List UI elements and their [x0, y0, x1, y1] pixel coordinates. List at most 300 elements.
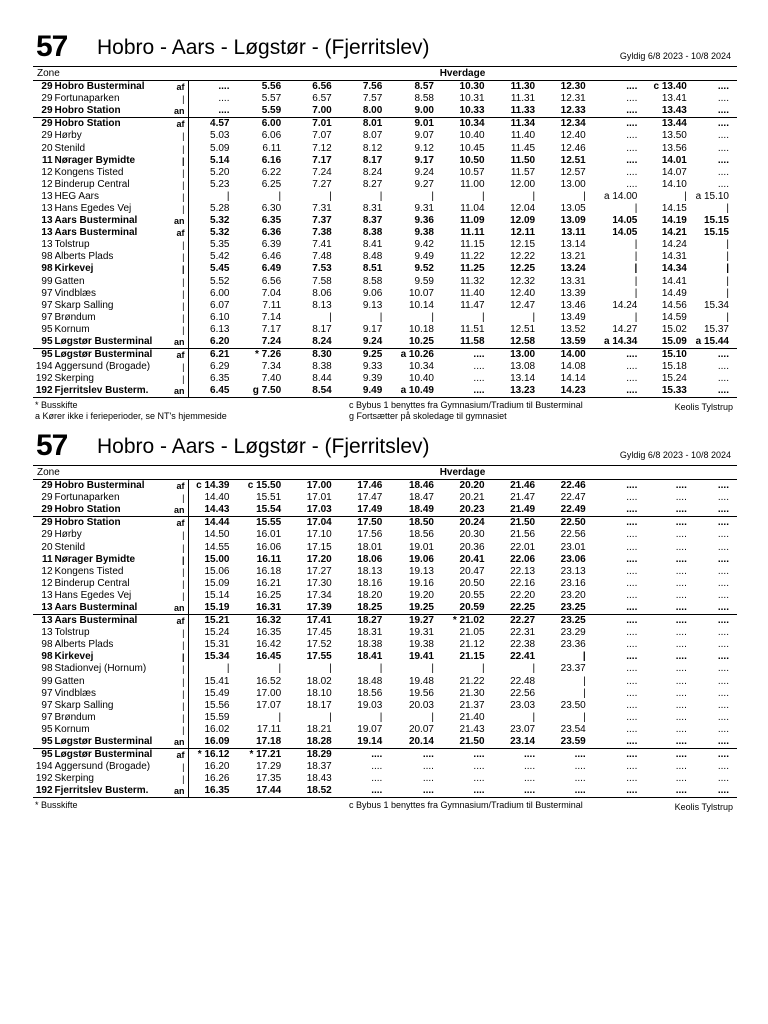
departure-time: ....: [675, 541, 687, 553]
arrival-departure-mark: an: [171, 105, 188, 118]
departure-time: ....: [626, 761, 638, 773]
departure-time: 10.50: [459, 154, 485, 166]
departure-time: |: [431, 711, 434, 723]
zone-number: 12: [41, 166, 53, 178]
stop-name: Løgstør Busterminal: [54, 736, 153, 748]
arrival-departure-mark: |: [171, 554, 188, 566]
departure-time: 11.34: [493, 118, 544, 131]
departure-time: 14.49: [661, 287, 687, 299]
departure-time: 22.46: [560, 480, 586, 492]
departure-time: 16.25: [256, 589, 282, 601]
departure-time: 11.11: [460, 227, 485, 239]
departure-time: ....: [626, 627, 638, 639]
departure-time: 19.20: [408, 589, 434, 601]
table-row: [33, 627, 737, 639]
departure-time: 14.40: [204, 492, 230, 504]
table-row: [33, 602, 737, 615]
stop-name: Kirkevej: [54, 651, 94, 663]
arrival-departure-mark: |: [171, 676, 188, 688]
stop-name: Hobro Station: [55, 517, 171, 530]
zone-number: 95: [41, 336, 53, 348]
departure-time: ....: [594, 349, 646, 362]
departure-time: 20.55: [459, 589, 485, 601]
departure-time: ....: [422, 761, 434, 773]
departure-time: 11.04: [460, 202, 485, 214]
departure-time: 9.13: [362, 299, 383, 311]
stop-name: Kongens Tisted: [54, 565, 124, 577]
departure-time: 16.21: [256, 577, 282, 589]
arrival-departure-mark: |: [171, 578, 188, 590]
departure-time: 17.39: [306, 601, 332, 613]
departure-time: 16.20: [204, 761, 230, 773]
departure-time: 8.38: [362, 227, 383, 239]
departure-time: 22.48: [510, 675, 536, 687]
zone-number: 97: [41, 699, 53, 711]
zone-number: 29: [41, 105, 53, 117]
zone-number: 13: [41, 227, 53, 239]
departure-time: ....: [626, 699, 638, 711]
departure-time: ....: [340, 749, 391, 762]
departure-time: 6.00: [210, 287, 230, 299]
zone-number: 194: [35, 361, 53, 373]
departure-time: 21.49: [510, 504, 536, 516]
departure-time: ....: [626, 687, 638, 699]
departure-time: 15.37: [703, 323, 729, 335]
departure-time: 21.43: [459, 723, 485, 735]
departure-time: a 15.44: [695, 336, 729, 348]
operator-name: Keolis Tylstrup: [674, 402, 733, 413]
departure-time: ....: [675, 589, 687, 601]
departure-time: 12.00: [510, 178, 536, 190]
table-row: [33, 492, 737, 504]
departure-time: 17.27: [306, 565, 332, 577]
departure-time: ....: [594, 517, 646, 530]
departure-time: 18.25: [357, 601, 383, 613]
departure-time: 15.51: [256, 492, 282, 504]
departure-time: 15.02: [661, 323, 687, 335]
departure-time: 10.30: [459, 81, 485, 93]
zone-number: 97: [41, 311, 53, 323]
departure-time: ....: [626, 675, 638, 687]
zone-number: 29: [33, 517, 55, 530]
departure-time: ....: [675, 687, 687, 699]
departure-time: 7.11: [262, 299, 282, 311]
stop-name: Stadionvej (Hornum): [54, 663, 147, 675]
arrival-departure-mark: an: [171, 785, 188, 798]
departure-time: ....: [717, 166, 729, 178]
departure-time: 9.31: [414, 202, 434, 214]
departure-time: 17.41: [289, 615, 340, 628]
departure-time: 19.31: [408, 627, 434, 639]
zone-number: 29: [41, 81, 53, 93]
departure-time: 17.56: [357, 529, 383, 541]
departure-time: 23.50: [560, 699, 586, 711]
departure-time: 22.50: [543, 517, 594, 530]
departure-time: 18.37: [306, 761, 332, 773]
departure-time: ....: [473, 773, 485, 785]
departure-time: 17.03: [306, 504, 332, 516]
departure-time: ....: [675, 480, 687, 492]
departure-time: 18.52: [289, 785, 340, 798]
departure-time: ....: [717, 577, 729, 589]
departure-time: 11.32: [460, 275, 485, 287]
departure-time: 5.32: [210, 215, 230, 227]
arrival-departure-mark: |: [171, 761, 188, 773]
route-title: Hobro - Aars - Løgstør - (Fjerritslev): [97, 36, 430, 59]
departure-time: |: [726, 311, 729, 323]
departure-time: 19.38: [408, 639, 434, 651]
stop-name: Hørby: [54, 529, 82, 541]
stop-name: Binderup Central: [54, 178, 130, 190]
departure-time: ....: [442, 785, 493, 798]
departure-time: ....: [717, 373, 729, 385]
departure-time: 10.31: [459, 93, 485, 105]
departure-time: 17.00: [306, 480, 332, 492]
departure-time: ....: [717, 687, 729, 699]
zone-number: 192: [35, 773, 53, 785]
table-row: [33, 676, 737, 688]
departure-time: 9.52: [414, 263, 434, 275]
departure-time: ....: [218, 81, 230, 93]
arrival-departure-mark: |: [171, 529, 188, 541]
departure-time: 7.17: [261, 323, 282, 335]
departure-time: 13.49: [560, 311, 586, 323]
departure-time: 18.56: [357, 687, 383, 699]
arrival-departure-mark: |: [171, 590, 188, 602]
arrival-departure-mark: af: [171, 118, 188, 131]
departure-time: 12.09: [510, 215, 536, 227]
departure-time: 10.40: [408, 373, 434, 385]
departure-time: |: [532, 711, 536, 723]
departure-time: |: [532, 190, 536, 202]
stop-name: Skerping: [54, 773, 94, 785]
departure-time: 10.14: [408, 299, 434, 311]
departure-time: ....: [626, 154, 638, 166]
departure-time: ....: [717, 480, 729, 492]
zone-number: 29: [41, 492, 53, 504]
departure-time: 5.57: [261, 93, 282, 105]
departure-time: 23.37: [560, 663, 586, 675]
departure-time: |: [532, 311, 536, 323]
departure-time: 15.31: [204, 639, 230, 651]
departure-time: 17.47: [357, 492, 383, 504]
departure-time: 7.34: [261, 361, 282, 373]
stop-name: Stenild: [54, 142, 86, 154]
arrival-departure-mark: |: [171, 541, 188, 553]
departure-time: ....: [493, 785, 544, 798]
departure-time: 21.05: [459, 627, 485, 639]
departure-time: 11.47: [460, 299, 485, 311]
stop-name: Hobro Station: [54, 105, 121, 117]
departure-time: 8.30: [289, 349, 340, 362]
departure-time: 17.15: [306, 541, 332, 553]
table-row: [33, 361, 737, 373]
departure-time: ....: [626, 504, 638, 516]
departure-time: g 7.50: [238, 385, 290, 398]
departure-time: a 10.26: [390, 349, 442, 362]
departure-time: |: [329, 663, 332, 675]
arrival-departure-mark: |: [171, 361, 188, 373]
zone-number: 98: [41, 651, 53, 663]
departure-time: 5.42: [210, 251, 230, 263]
stop-name: Fortunaparken: [54, 93, 120, 105]
departure-time: 14.24: [661, 239, 687, 251]
arrival-departure-mark: |: [171, 276, 188, 288]
departure-time: 22.25: [510, 601, 536, 613]
departure-time: 18.21: [306, 723, 332, 735]
departure-time: 20.23: [459, 504, 485, 516]
zone-header: Zone: [37, 68, 60, 79]
table-row: [33, 688, 737, 700]
departure-time: ....: [695, 749, 737, 762]
departure-time: |: [278, 711, 282, 723]
departure-time: ....: [675, 565, 687, 577]
departure-time: 15.18: [661, 361, 687, 373]
departure-time: a 14.34: [603, 336, 638, 348]
zone-number: 99: [41, 675, 53, 687]
arrival-departure-mark: |: [171, 712, 188, 724]
stop-name: Alberts Plads: [54, 639, 114, 651]
departure-time: 6.56: [261, 275, 282, 287]
departure-time: 7.31: [312, 202, 332, 214]
departure-time: 16.32: [238, 615, 290, 628]
departure-time: ....: [675, 761, 687, 773]
departure-time: ....: [675, 736, 687, 748]
arrival-departure-mark: |: [171, 155, 188, 167]
departure-time: ....: [371, 773, 383, 785]
departure-time: 7.12: [312, 142, 332, 154]
table-row: [33, 663, 737, 675]
departure-time: 8.17: [362, 154, 383, 166]
departure-time: ....: [717, 601, 729, 613]
table-row: [33, 517, 737, 530]
departure-time: 7.14: [261, 311, 282, 323]
departure-time: ....: [645, 749, 695, 762]
arrival-departure-mark: an: [171, 336, 188, 349]
table-row: [33, 105, 737, 118]
departure-time: 15.14: [204, 589, 230, 601]
departure-time: 8.17: [312, 323, 332, 335]
departure-time: 9.17: [414, 154, 434, 166]
arrival-departure-mark: |: [171, 492, 188, 504]
departure-time: 22.56: [560, 529, 586, 541]
table-row: [33, 590, 737, 602]
arrival-departure-mark: |: [171, 203, 188, 215]
departure-time: ....: [717, 178, 729, 190]
departure-time: ....: [626, 178, 638, 190]
arrival-departure-mark: |: [171, 627, 188, 639]
table-row: [33, 736, 737, 749]
stop-name: HEG Aars: [54, 190, 99, 202]
departure-time: 14.21: [661, 227, 687, 239]
departure-time: 13.52: [560, 323, 586, 335]
departure-time: |: [583, 675, 586, 687]
departure-time: ....: [675, 529, 687, 541]
departure-time: 8.12: [362, 142, 383, 154]
departure-time: 16.11: [256, 553, 282, 565]
arrival-departure-mark: |: [171, 300, 188, 312]
zone-number: 99: [41, 275, 53, 287]
stop-name: Aars Busterminal: [54, 227, 138, 239]
departure-time: 9.49: [414, 251, 434, 263]
departure-time: ....: [717, 589, 729, 601]
departure-time: 15.59: [204, 711, 230, 723]
table-row: [33, 155, 737, 167]
departure-time: 11.51: [460, 323, 485, 335]
arrival-departure-mark: |: [171, 191, 188, 203]
departure-time: 15.21: [188, 615, 238, 628]
departure-time: 19.01: [408, 541, 434, 553]
zone-number: 13: [41, 190, 53, 202]
departure-time: 15.55: [238, 517, 290, 530]
departure-time: 5.59: [261, 105, 282, 117]
departure-time: 11.30: [510, 81, 536, 93]
departure-time: ....: [695, 517, 737, 530]
departure-time: 12.40: [560, 130, 586, 142]
departure-time: 6.30: [261, 202, 282, 214]
departure-time: 20.36: [459, 541, 485, 553]
departure-time: 7.38: [312, 227, 332, 239]
departure-time: 7.58: [312, 275, 332, 287]
departure-time: 13.59: [560, 336, 586, 348]
departure-time: 6.10: [210, 311, 230, 323]
departure-time: |: [634, 263, 638, 275]
table-row: [33, 639, 737, 651]
departure-time: 5.35: [210, 239, 230, 251]
departure-time: 8.51: [362, 263, 383, 275]
departure-time: ....: [594, 615, 646, 628]
table-row: [33, 81, 737, 94]
stop-name: Aggersund (Brogade): [54, 761, 151, 773]
departure-time: 15.15: [703, 227, 729, 239]
departure-time: |: [226, 190, 230, 202]
departure-time: |: [481, 190, 485, 202]
stop-name: Løgstør Busterminal: [54, 336, 153, 348]
departure-time: 9.33: [362, 361, 383, 373]
departure-time: ....: [675, 577, 687, 589]
stop-name: Kornum: [54, 323, 90, 335]
stop-name: Hans Egedes Vej: [54, 202, 132, 214]
stop-name: Alberts Plads: [54, 251, 114, 263]
departure-time: ....: [218, 105, 230, 117]
departure-time: ....: [717, 130, 729, 142]
departure-time: 8.44: [312, 373, 332, 385]
departure-time: ....: [717, 761, 729, 773]
departure-time: ....: [371, 761, 383, 773]
stop-name: Tolstrup: [54, 239, 90, 251]
departure-time: 13.00: [560, 178, 586, 190]
arrival-departure-mark: |: [171, 373, 188, 385]
departure-time: 13.46: [560, 299, 586, 311]
departure-time: ....: [717, 529, 729, 541]
departure-time: |: [634, 239, 638, 251]
departure-time: 6.45: [188, 385, 238, 398]
departure-time: 12.04: [510, 202, 536, 214]
arrival-departure-mark: af: [171, 615, 188, 628]
departure-time: 11.15: [460, 239, 485, 251]
departure-time: 7.48: [312, 251, 332, 263]
departure-time: ....: [645, 785, 695, 798]
stop-name: Hobro Station: [54, 504, 121, 516]
table-row: [33, 554, 737, 566]
arrival-departure-mark: |: [171, 93, 188, 105]
departure-time: 7.24: [312, 166, 332, 178]
departure-time: 17.10: [306, 529, 332, 541]
departure-time: 7.04: [261, 287, 282, 299]
stop-name: Brøndum: [54, 711, 96, 723]
departure-time: ....: [695, 615, 737, 628]
arrival-departure-mark: |: [171, 324, 188, 336]
departure-time: 14.59: [661, 311, 687, 323]
departure-time: |: [726, 287, 729, 299]
table-row: [33, 651, 737, 663]
stop-name: Løgstør Busterminal: [55, 349, 171, 362]
departure-time: |: [431, 311, 434, 323]
departure-time: ....: [442, 749, 493, 762]
departure-time: 18.41: [357, 651, 383, 663]
departure-time: 18.20: [357, 589, 383, 601]
stop-name: Aars Busterminal: [55, 615, 171, 628]
arrival-departure-mark: |: [171, 312, 188, 324]
table-row: [33, 785, 737, 798]
departure-time: |: [532, 663, 536, 675]
stop-name: Skarp Salling: [54, 699, 114, 711]
departure-time: ....: [524, 773, 536, 785]
departure-time: 11.50: [510, 154, 536, 166]
departure-time: ....: [493, 749, 544, 762]
departure-time: 10.40: [459, 130, 485, 142]
departure-time: 18.47: [408, 492, 434, 504]
departure-time: 6.25: [261, 178, 282, 190]
table-row: [33, 700, 737, 712]
departure-time: 13.50: [661, 130, 687, 142]
departure-time: 5.09: [210, 142, 230, 154]
departure-time: 6.57: [312, 93, 332, 105]
departure-time: 20.41: [459, 553, 485, 565]
departure-time: ....: [675, 723, 687, 735]
departure-time: 18.38: [357, 639, 383, 651]
departure-time: 13.23: [493, 385, 544, 398]
departure-time: * 16.12: [188, 749, 238, 762]
departure-time: 6.35: [210, 373, 230, 385]
table-row: [33, 324, 737, 336]
departure-time: 23.20: [560, 589, 586, 601]
departure-time: 9.42: [414, 239, 434, 251]
departure-time: 16.02: [204, 723, 230, 735]
departure-time: ....: [626, 480, 638, 492]
departure-time: 15.06: [204, 565, 230, 577]
departure-time: 19.07: [357, 723, 383, 735]
departure-time: 16.52: [256, 675, 282, 687]
departure-time: ....: [626, 373, 638, 385]
departure-time: 20.30: [459, 529, 485, 541]
departure-time: 13.09: [560, 215, 586, 227]
departure-time: 22.56: [510, 687, 536, 699]
departure-time: 17.07: [256, 699, 282, 711]
departure-time: 22.38: [510, 639, 536, 651]
departure-time: 12.34: [543, 118, 594, 131]
zone-number: 29: [41, 504, 53, 516]
departure-time: ....: [626, 773, 638, 785]
zone-number: 95: [41, 723, 53, 735]
departure-time: 17.55: [306, 651, 332, 663]
departure-time: 17.01: [306, 492, 332, 504]
departure-time: 6.20: [210, 336, 230, 348]
table-row: [33, 578, 737, 590]
arrival-departure-mark: |: [171, 263, 188, 275]
table-row: [33, 312, 737, 324]
departure-time: ....: [626, 105, 638, 117]
